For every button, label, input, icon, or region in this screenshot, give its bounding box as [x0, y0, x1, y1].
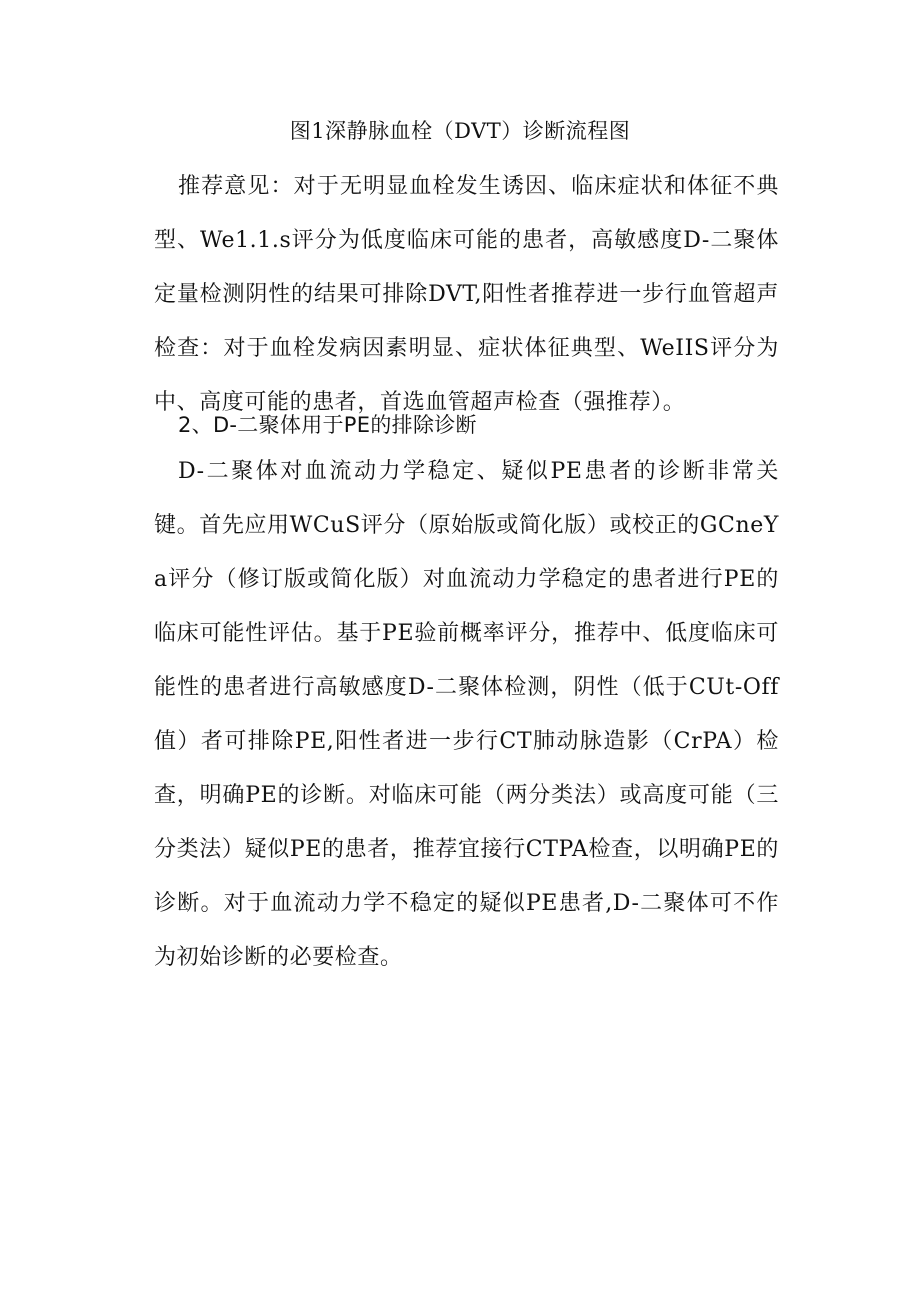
figure-caption: 图1深静脉血栓（DVT）诊断流程图	[289, 119, 631, 143]
pe-diagnosis-paragraph: D-二聚体对血流动力学稳定、疑似PE患者的诊断非常关键。首先应用WCuS评分（原始版或简化版）或校正的GCneYa评分（修订版或简化版）对血流动力学稳定的患者进行PE的临床可能性评估。基于PE验前概率评分，推荐中、低度临床可能性的患者进行高敏感度D-二聚体检测，阴性（低于CUt-Off值）者可排除PE,阳性者进一步行CT肺动脉造影（CrPA）检查，明确PE的诊断。对临床可能（两分类法）或高度可能（三分类法）疑似PE的患者，推荐宜接行CTPA检查，以明确PE的诊断。对于血流动力学不稳定的疑似PE患者,D-二聚体可不作为初始诊断的必要检查。	[154, 459, 779, 970]
section-heading: 2、D-二聚体用于PE的排除诊断	[178, 413, 477, 437]
recommendation-paragraph: 推荐意见：对于无明显血栓发生诱因、临床症状和体征不典型、We1.1.s评分为低度临床可能的患者，高敏感度D-二聚体定量检测阴性的结果可排除DVT,阳性者推荐进一步行血管超声检查：对于血栓发病因素明显、症状体征典型、WeIIS评分为中、高度可能的患者，首选血管超声检查（强推荐）。	[154, 174, 779, 415]
